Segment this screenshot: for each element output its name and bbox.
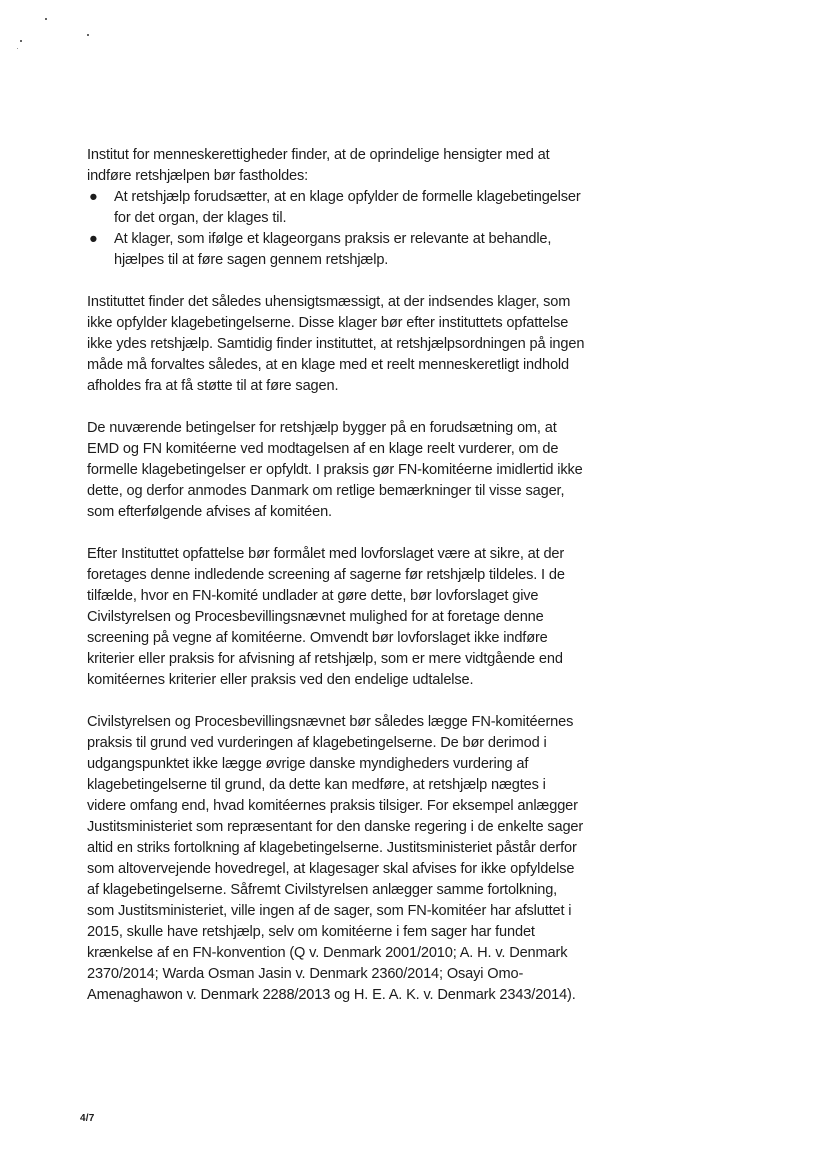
paragraph-gap — [87, 691, 587, 712]
bullet-icon: ● — [89, 189, 98, 205]
bullet-item — [87, 229, 587, 271]
paragraph-gap — [87, 523, 587, 544]
intro-bullet-list — [87, 187, 587, 271]
bullet-text: At retshjælp forudsætter, at en klage opfylder de formelle klagebetingelser for det organ, der klages til. — [114, 189, 581, 226]
paragraph: Civilstyrelsen og Procesbevillingsnævnet bør således lægge FN-komitéernes praksis til grund ved vurderingen af klagebetingelserne. De bør derimod i udgangspunktet ikke lægge øvrige danske myndigheders vurdering af klagebetingelserne til grund, da dette kan medføre, at retshjælp nægtes i videre omfang end, hvad komitéernes praksis tilsiger. For eksempel anlægger Justitsministeriet som repræsentant for den danske regering i de enkelte sager altid en striks fortolkning af klagebetingelserne. Justitsministeriet påstår derfor som altovervejende hovedregel, at klagesager skal afvises for ikke opfyldelse af klagebetingelserne. Såfremt Civilstyrelsen anlægger samme fortolkning, som Justitsministeriet, ville ingen af de sager, som FN-komitéer har afsluttet i 2015, skulle have retshjælp, selv om komitéerne i fem sager har fundet krænkelse af en FN-konvention (Q v. Denmark 2001/2010; A. H. v. Denmark 2370/2014; Warda Osman Jasin v. Denmark 2360/2014; Osayi Omo-Amenaghawon v. Denmark 2288/2013 og H. E. A. K. v. Denmark 2343/2014). — [87, 714, 584, 1003]
paragraph-gap — [87, 397, 587, 418]
scan-speck — [87, 34, 89, 36]
page-number: 4/7 — [80, 1113, 95, 1124]
intro-lead: Institut for menneskerettigheder finder, at de oprindelige hensigter med at indføre retshjælpen bør fastholdes: — [87, 147, 550, 184]
scan-speck — [20, 40, 22, 42]
document-body — [87, 145, 587, 1006]
bullet-text: At klager, som ifølge et klageorgans praksis er relevante at behandle, hjælpes til at føre sagen gennem retshjælp. — [114, 231, 552, 268]
paragraph: Instituttet finder det således uhensigtsmæssigt, at der indsendes klager, som ikke opfylder klagebetingelserne. Disse klager bør efter instituttets opfattelse ikke ydes retshjælp. Samtidig finder instituttet, at retshjælpsordningen på ingen måde må forvaltes således, at en klage med et reelt menneskeretligt indhold afholdes fra at få støtte til at føre sagen. — [87, 294, 585, 394]
paragraph: De nuværende betingelser for retshjælp bygger på en forudsætning om, at EMD og FN komitéerne ved modtagelsen af en klage reelt vurderer, om de formelle klagebetingelser er opfyldt. I praksis gør FN-komitéerne imidlertid ikke dette, og derfor anmodes Danmark om retlige bemærkninger til visse sager, som efterfølgende afvises af komitéen. — [87, 420, 583, 520]
bullet-icon: ● — [89, 231, 98, 247]
bullet-item — [87, 187, 587, 229]
scan-speck — [45, 18, 47, 20]
paragraph-gap — [87, 271, 587, 292]
scan-speck — [17, 48, 18, 49]
paragraph: Efter Instituttet opfattelse bør formålet med lovforslaget være at sikre, at der foretages denne indledende screening af sagerne før retshjælp tildeles. I de tilfælde, hvor en FN-komité undlader at gøre dette, bør lovforslaget give Civilstyrelsen og Procesbevillingsnævnet mulighed for at foretage denne screening på vegne af komitéerne. Omvendt bør lovforslaget ikke indføre kriterier eller praksis for afvisning af retshjælp, som er mere vidtgående end komitéernes kriterier eller praksis ved den endelige udtalelse. — [87, 546, 565, 688]
